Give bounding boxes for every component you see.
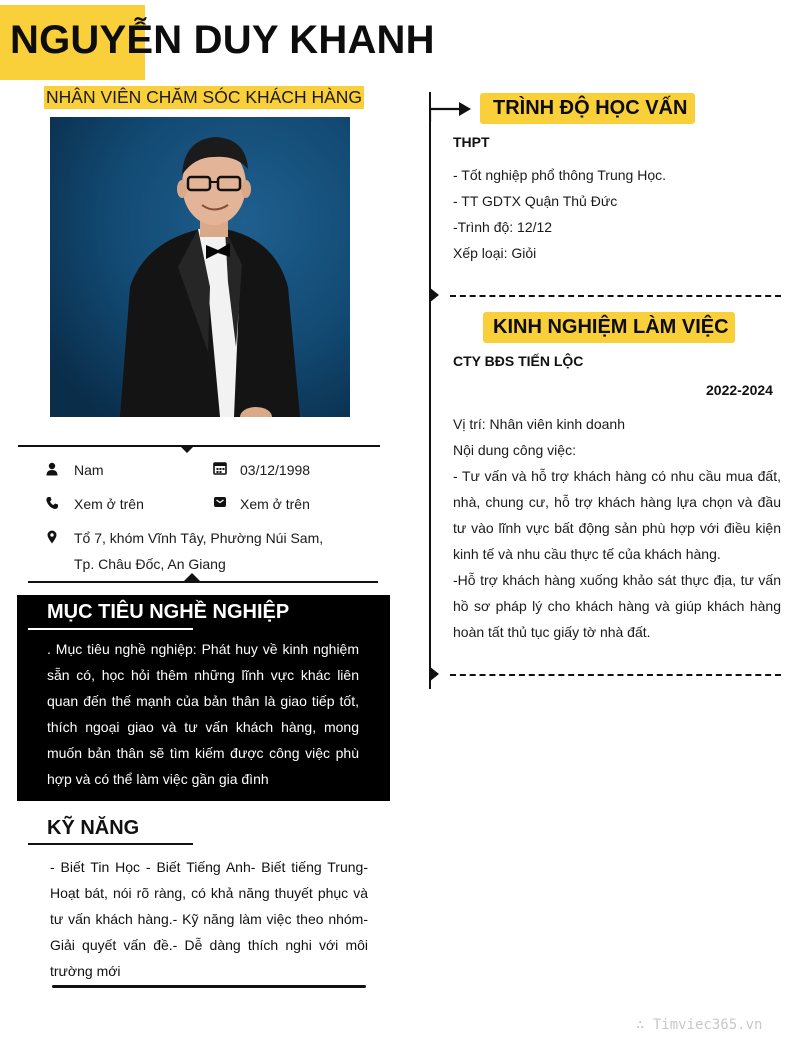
experience-position: Vị trí: Nhân viên kinh doanh [453, 416, 625, 432]
experience-period: 2022-2024 [706, 382, 773, 398]
experience-duty-2: -Hỗ trợ khách hàng xuống khảo sát thực địa, tư vấn hồ sơ pháp lý cho khách hàng và giúp khách hàng hoàn tất thủ tục giấy tờ nhà đất. [453, 572, 781, 640]
phone-icon [45, 496, 59, 510]
experience-divider [450, 674, 781, 676]
skills-text: - Biết Tin Học - Biết Tiếng Anh- Biết tiếng Trung- Hoạt bát, nói rõ ràng, có khả năng thuyết phục và tư vấn khách hàng.- Kỹ năng làm việc theo nhóm- Giải quyết vấn đề.- Dễ dàng thích nghi với môi trường mới [50, 859, 368, 979]
info-divider-bottom [28, 581, 378, 583]
gender-value: Nam [74, 462, 104, 478]
watermark-icon: ∴ [636, 1017, 653, 1033]
profile-photo [50, 117, 350, 417]
skills-divider [52, 985, 366, 988]
education-line-3: -Trình độ: 12/12 [453, 219, 553, 235]
timeline-marker [429, 287, 439, 303]
email-value: Xem ở trên [240, 496, 310, 512]
education-level: THPT [453, 134, 490, 150]
objective-text: . Mục tiêu nghề nghiệp: Phát huy về kinh nghiệm sẵn có, học hỏi thêm những lĩnh vực khác liên quan đến thế mạnh của bản thân là giao tiếp tốt, thích ngoại giao và tư vấn khách hàng, mong muốn bản thân sẽ tìm kiếm được công việc phù hợp và có thể làm việc gần gia đình [47, 641, 359, 787]
education-line-2: - TT GDTX Quận Thủ Đức [453, 193, 618, 209]
job-title: NHÂN VIÊN CHĂM SÓC KHÁCH HÀNG [46, 87, 363, 107]
timeline-line [429, 92, 431, 689]
education-line-4: Xếp loại: Giỏi [453, 245, 537, 261]
arrow-right-icon [429, 96, 473, 124]
candidate-name: NGUYỄN DUY KHANH [10, 18, 435, 62]
birthday-value: 03/12/1998 [240, 462, 311, 478]
watermark-text: Timviec365.vn [652, 1017, 763, 1033]
education-line-1: - Tốt nghiệp phổ thông Trung Học. [453, 167, 666, 183]
experience-content-label: Nội dung công việc: [453, 442, 576, 458]
email-icon [213, 495, 227, 509]
location-icon [45, 530, 59, 544]
experience-duty-1: - Tư vấn và hỗ trợ khách hàng có nhu cầu mua đất, nhà, chung cư, hỗ trợ khách hàng lựa chọn và đầu tư vào lĩnh vực bất động sản phù hợp với điều kiện kinh tế và nhu cầu thực tế của khách hàng. [453, 468, 781, 562]
phone-value: Xem ở trên [74, 496, 144, 512]
address-line-1: Tổ 7, khóm Vĩnh Tây, Phường Núi Sam, [74, 530, 324, 546]
objective-title: MỤC TIÊU NGHỀ NGHIỆP [47, 601, 290, 623]
education-title: TRÌNH ĐỘ HỌC VẤN [493, 97, 688, 119]
experience-title: KINH NGHIỆM LÀM VIỆC [493, 316, 729, 338]
user-icon [45, 462, 59, 476]
experience-details [453, 411, 781, 645]
info-divider-top [18, 445, 380, 447]
objective-underline [28, 628, 193, 630]
skills-title: KỸ NĂNG [47, 817, 140, 839]
skills-underline [28, 843, 193, 845]
watermark [636, 1017, 762, 1033]
education-divider [450, 295, 781, 297]
timeline-marker [429, 666, 439, 682]
calendar-icon [213, 461, 227, 475]
address-line-2: Tp. Châu Đốc, An Giang [74, 556, 226, 572]
experience-company: CTY BĐS TIẾN LỘC [453, 353, 584, 369]
